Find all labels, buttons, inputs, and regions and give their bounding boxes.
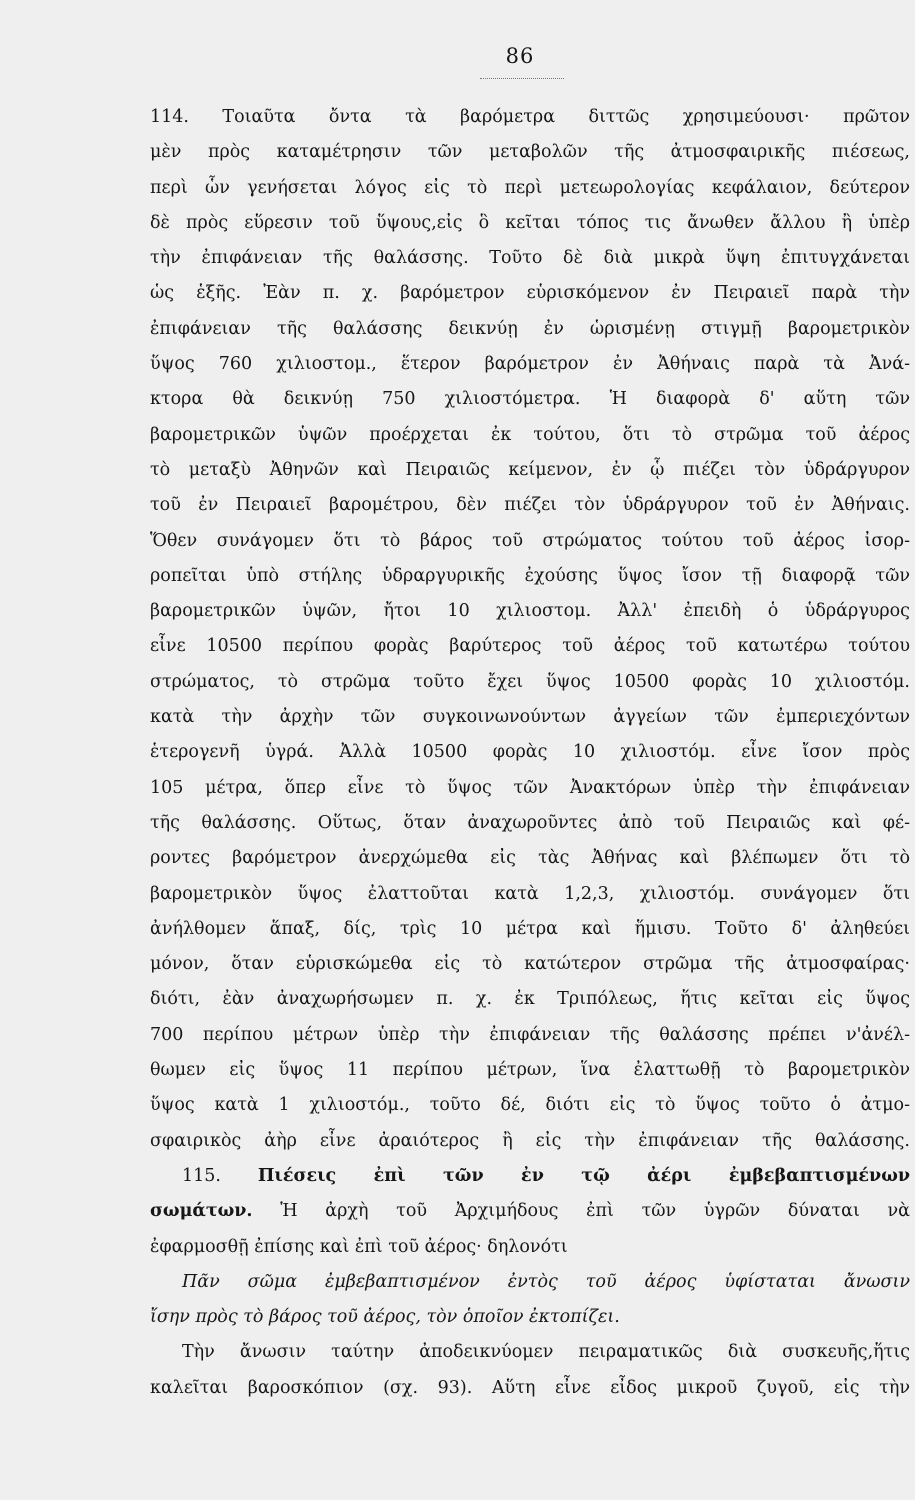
text-line: ἐφαρμοσθῇ ἐπίσης καὶ ἐπὶ τοῦ ἀέρος· δηλονότι: [150, 1236, 568, 1257]
text-line: δὲ πρὸς εὕρεσιν τοῦ ὕψους,εἰς ὃ κεῖται τόπος τις ἄνωθεν ἄλλου ἢ ὑπὲρ: [150, 212, 910, 233]
text-line: τῆς θαλάσσης. Οὕτως, ὅταν ἀναχωροῦντες ἀπὸ τοῦ Πειραιῶς καὶ φέ-: [150, 812, 910, 833]
page-number-rule: [480, 78, 564, 79]
law-statement: Πᾶν σῶμα ἐμβεβαπτισμένον ἐντὸς τοῦ ἀέρος ὑφίσταται ἄνωσιν: [182, 1271, 910, 1292]
text-line: κατὰ τὴν ἀρχὴν τῶν συγκοινωνούντων ἀγγείων τῶν ἐμπεριεχόντων: [150, 707, 910, 728]
section-number: 115.: [182, 1165, 221, 1186]
text-line: διότι, ἐὰν ἀναχωρήσωμεν π. χ. ἐκ Τριπόλεως, ἥτις κεῖται εἰς ὕψος: [150, 989, 910, 1010]
text-line: Τὴν ἄνωσιν ταύτην ἀποδεικνύομεν πειραματικῶς διὰ συσκευῆς,ἥτις: [182, 1342, 910, 1363]
text-line: θωμεν εἰς ὕψος 11 περίπου μέτρων, ἵνα ἐλαττωθῇ τὸ βαρομετρικὸν: [150, 1060, 910, 1081]
section-heading: Πιέσεις ἐπὶ τῶν ἐν τῷ ἀέρι ἐμβεβαπτισμένων: [257, 1165, 910, 1186]
text-line: 700 περίπου μέτρων ὑπὲρ τὴν ἐπιφάνειαν τῆς θαλάσσης πρέπει ν'ἀνέλ-: [150, 1024, 910, 1045]
text-line: ὕψος κατὰ 1 χιλιοστόμ., τοῦτο δέ, διότι εἰς τὸ ὕψος τοῦτο ὁ ἀτμο-: [150, 1095, 910, 1116]
text-span: Ἡ ἀρχὴ τοῦ Ἀρχιμήδους ἐπὶ τῶν ὑγρῶν δύναται νὰ: [280, 1201, 910, 1222]
text-line: ροντες βαρόμετρον ἀνερχώμεθα εἰς τὰς Ἀθήνας καὶ βλέπωμεν ὅτι τὸ: [150, 848, 910, 869]
text-line: τὴν ἐπιφάνειαν τῆς θαλάσσης. Τοῦτο δὲ διὰ μικρὰ ὕψη ἐπιτυγχάνεται: [150, 248, 910, 269]
text-line: ὕψος 760 χιλιοστομ., ἕτερον βαρόμετρον ἐν Ἀθήναις παρὰ τὰ Ἀνά-: [150, 354, 910, 375]
text-line: βαρομετρικῶν ὑψῶν, ἤτοι 10 χιλιοστομ. Ἀλλ' ἐπειδὴ ὁ ὑδράργυρος: [150, 601, 910, 622]
text-line: βαρομετρικῶν ὑψῶν προέρχεται ἐκ τούτου, ὅτι τὸ στρῶμα τοῦ ἀέρος: [150, 424, 910, 445]
page-number: 86: [505, 44, 535, 68]
text-line: ἑτερογενῆ ὑγρά. Ἀλλὰ 10500 φορὰς 10 χιλιοστόμ. εἶνε ἴσον πρὸς: [150, 742, 910, 763]
text-line: μὲν πρὸς καταμέτρησιν τῶν μεταβολῶν τῆς ἀτμοσφαιρικῆς πιέσεως,: [150, 142, 910, 163]
text-line: περὶ ὧν γενήσεται λόγος εἰς τὸ περὶ μετεωρολογίας κεφάλαιον, δεύτερον: [150, 177, 910, 198]
text-line: μόνον, ὅταν εὑρισκώμεθα εἰς τὸ κατώτερον στρῶμα τῆς ἀτμοσφαίρας·: [150, 954, 910, 975]
text-line: ροπεῖται ὑπὸ στήλης ὑδραργυρικῆς ἐχούσης ὕψος ἴσον τῇ διαφορᾷ τῶν: [150, 565, 910, 586]
text-line: σφαιρικὸς ἀὴρ εἶνε ἀραιότερος ἢ εἰς τὴν ἐπιφάνειαν τῆς θαλάσσης.: [150, 1130, 910, 1151]
text-line: στρώματος, τὸ στρῶμα τοῦτο ἔχει ὕψος 10500 φορὰς 10 χιλιοστόμ.: [150, 671, 910, 692]
text-line: βαρομετρικὸν ὕψος ἐλαττοῦται κατὰ 1,2,3, χιλιοστόμ. συνάγομεν ὅτι: [150, 883, 910, 904]
text-line: Ὅθεν συνάγομεν ὅτι τὸ βάρος τοῦ στρώματος τούτου τοῦ ἀέρος ἰσορ-: [150, 530, 910, 551]
text-line: 105 μέτρα, ὅπερ εἶνε τὸ ὕψος τῶν Ἀνακτόρων ὑπὲρ τὴν ἐπιφάνειαν: [150, 777, 910, 798]
text-line: τοῦ ἐν Πειραιεῖ βαρομέτρου, δὲν πιέζει τὸν ὑδράργυρον τοῦ ἐν Ἀθήναις.: [150, 495, 910, 516]
body-text: [150, 100, 910, 1406]
text-line: ἀνήλθομεν ἅπαξ, δίς, τρὶς 10 μέτρα καὶ ἥμισυ. Τοῦτο δ' ἀληθεύει: [150, 918, 910, 939]
section-heading-continued: σωμάτων.: [150, 1201, 253, 1222]
text-line: ἐπιφάνειαν τῆς θαλάσσης δεικνύῃ ἐν ὡρισμένῃ στιγμῇ βαρομετρικὸν: [150, 318, 910, 339]
text-line: κτορα θὰ δεικνύῃ 750 χιλιοστόμετρα. Ἡ διαφορὰ δ' αὕτη τῶν: [150, 389, 910, 410]
text-line: [150, 1194, 910, 1229]
text-line: καλεῖται βαροσκόπιον (σχ. 93). Αὕτη εἶνε εἶδος μικροῦ ζυγοῦ, εἰς τὴν: [150, 1377, 910, 1398]
text-line: 114. Τοιαῦτα ὄντα τὰ βαρόμετρα διττῶς χρησιμεύουσι· πρῶτον: [150, 107, 910, 127]
section-heading-line: [150, 1159, 910, 1194]
text-line: ὡς ἑξῆς. Ἐὰν π. χ. βαρόμετρον εὑρισκόμενον ἐν Πειραιεῖ παρὰ τὴν: [150, 283, 910, 304]
text-line: τὸ μεταξὺ Ἀθηνῶν καὶ Πειραιῶς κείμενον, ἐν ᾧ πιέζει τὸν ὑδράργυρον: [150, 459, 910, 480]
text-line: εἶνε 10500 περίπου φορὰς βαρύτερος τοῦ ἀέρος τοῦ κατωτέρω τούτου: [150, 636, 910, 657]
law-statement: ἴσην πρὸς τὸ βάρος τοῦ ἀέρος, τὸν ὁποῖον ἐκτοπίζει.: [150, 1307, 620, 1328]
